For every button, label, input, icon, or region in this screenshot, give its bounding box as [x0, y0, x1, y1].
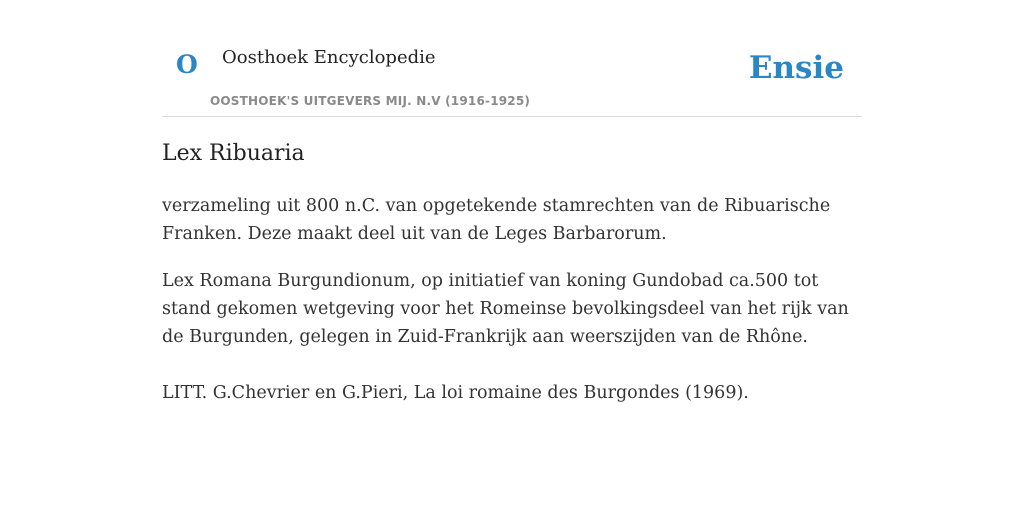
- page-title: Lex Ribuaria: [162, 141, 305, 166]
- publisher-line: OOSTHOEK'S UITGEVERS MIJ. N.V (1916-1925): [210, 94, 531, 108]
- article-paragraph: Lex Romana Burgundionum, op initiatief van koning Gundobad ca.500 tot stand gekomen wetgeving voor het Romeinse bevolkingsdeel van het rijk van de Burgunden, gelegen in Zuid-Frankrijk aan weerszijden van de Rhône.: [162, 271, 849, 347]
- article-body: [162, 138, 862, 407]
- article-paragraph: verzameling uit 800 n.C. van opgetekende stamrechten van de Ribuarische Franken. Deze maakt deel uit van de Leges Barbarorum.: [162, 196, 831, 244]
- ensie-brand-logo[interactable]: Ensie: [748, 50, 844, 86]
- site-header: [162, 30, 862, 117]
- literature-reference: LITT. G.Chevrier en G.Pieri, La loi romaine des Burgondes (1969).: [162, 383, 749, 403]
- site-title[interactable]: Oosthoek Encyclopedie: [222, 47, 436, 68]
- encyclopedia-logo[interactable]: O: [176, 50, 198, 79]
